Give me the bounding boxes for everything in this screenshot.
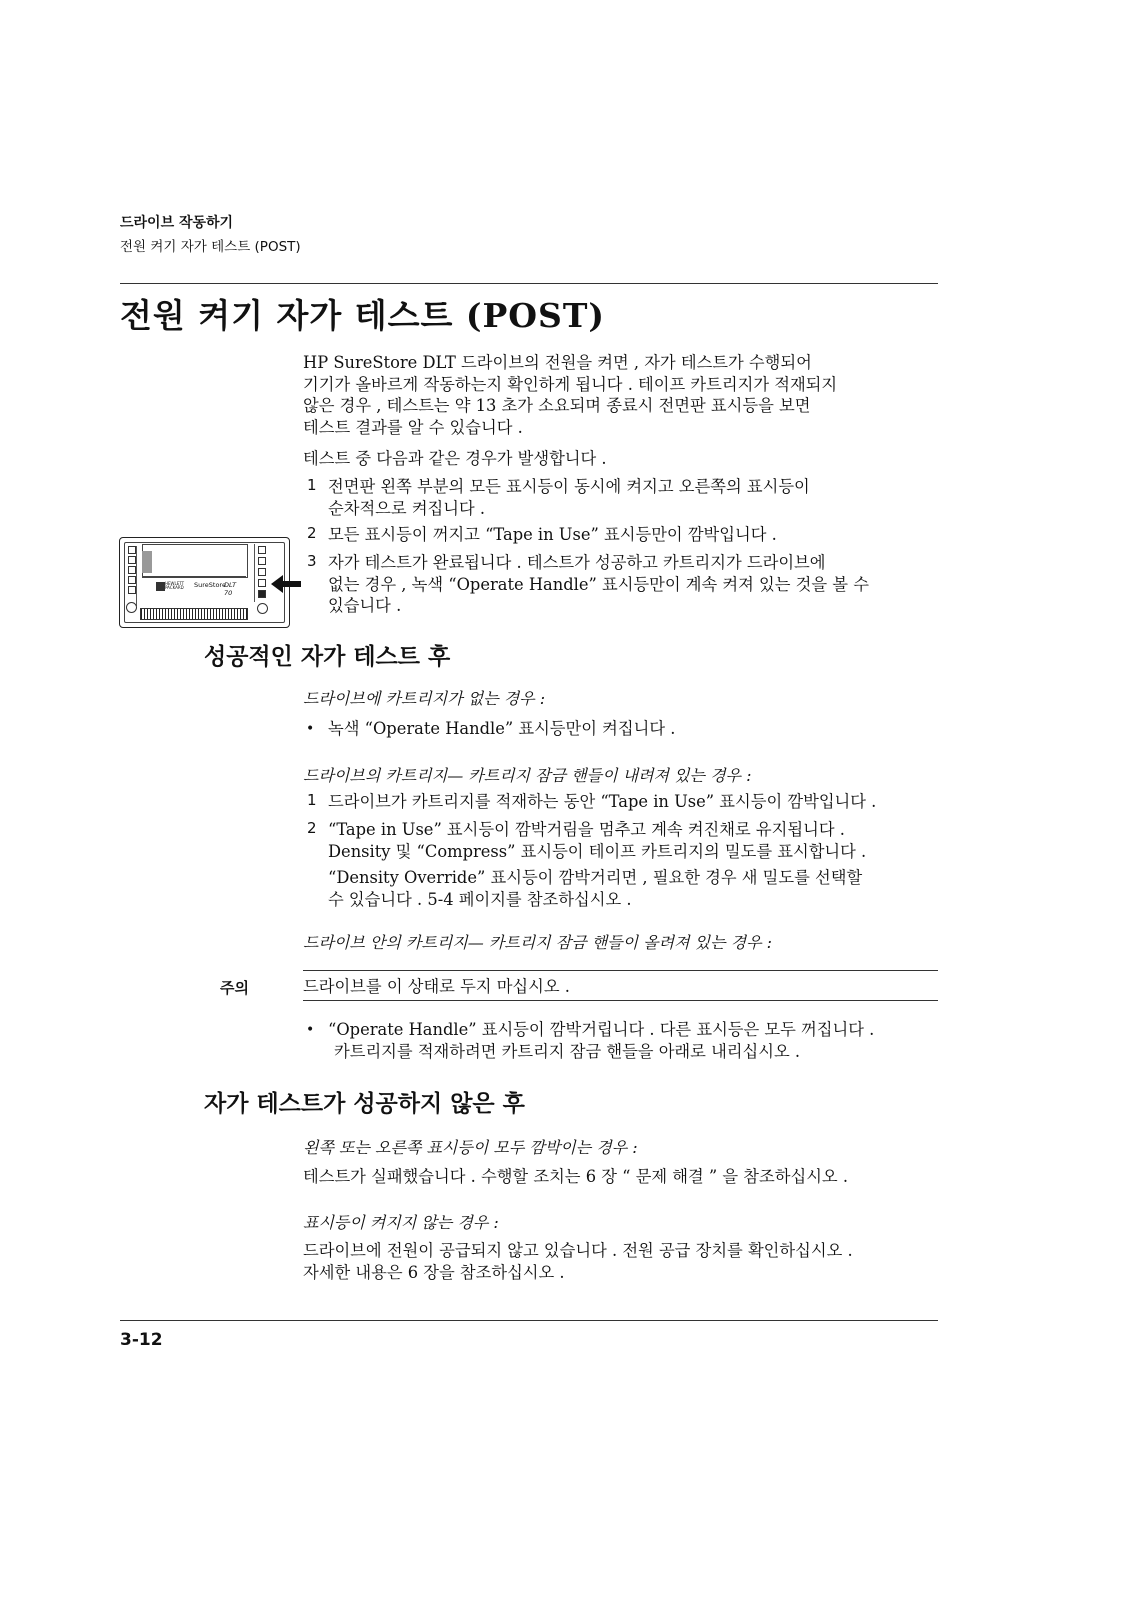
text-line: “Operate Handle” 표시등이 깜박거립니다 . 다른 표시등은 모두 꺼집니다 . bbox=[328, 1020, 875, 1039]
intro-line: 기기가 올바르게 작동하는지 확인하게 됩니다 . 테이프 카트리지가 적재되지 bbox=[303, 374, 838, 394]
page-number: 3-12 bbox=[120, 1330, 163, 1350]
step-number: 2 bbox=[307, 524, 317, 542]
step-number: 1 bbox=[307, 791, 317, 809]
step-line: 전면판 왼쪽 부분의 모든 표시등이 동시에 켜지고 오른쪽의 표시등이 bbox=[328, 477, 810, 496]
running-header-subsection: 전원 켜기 자가 테스트 (POST) bbox=[120, 239, 301, 255]
led-icon bbox=[128, 546, 136, 554]
cartridge-slot bbox=[142, 544, 248, 578]
vent-grille bbox=[140, 608, 248, 620]
case-title: 드라이브 안의 카트리지— 카트리지 잠금 핸들이 올려져 있는 경우 : bbox=[303, 933, 773, 952]
led-icon bbox=[128, 566, 136, 574]
text-line: 수 있습니다 . 5-4 페이지를 참조하십시오 . bbox=[328, 889, 632, 909]
caution-label: 주의 bbox=[220, 979, 249, 997]
running-header-section: 드라이브 작동하기 bbox=[120, 215, 234, 231]
step-2-text bbox=[328, 524, 777, 546]
left-arrow-icon bbox=[271, 573, 301, 595]
intro-line: 않은 경우 , 테스트는 약 13 초가 소요되며 종료시 전면판 표시등을 보면 bbox=[303, 396, 811, 416]
model-name: DLT 70 bbox=[224, 581, 237, 597]
text-line: “Density Override” 표시등이 깜박거리면 , 필요한 경우 새 밀도를 선택할 bbox=[328, 868, 863, 887]
step-line: 모든 표시등이 꺼지고 “Tape in Use” 표시등만이 깜박입니다 . bbox=[328, 525, 777, 544]
drive-front-panel-illustration bbox=[119, 537, 290, 628]
text-line: 자세한 내용은 6 장을 참조하십시오 . bbox=[303, 1262, 565, 1282]
bullet-text bbox=[328, 1019, 874, 1062]
note-top-rule bbox=[303, 970, 938, 971]
step-line: 순차적으로 켜집니다 . bbox=[328, 498, 486, 518]
failure-heading: 자가 테스트가 성공하지 않은 후 bbox=[204, 1090, 525, 1117]
bullet-text: 녹색 “Operate Handle” 표시등만이 켜집니다 . bbox=[328, 719, 676, 738]
intro-line: HP SureStore DLT 드라이브의 전원을 켜면 , 자가 테스트가 수행되어 bbox=[303, 353, 812, 372]
intro-paragraph bbox=[303, 352, 943, 438]
brand-bar bbox=[142, 576, 246, 595]
step-3-text bbox=[328, 552, 869, 617]
model-prefix: SureStore bbox=[194, 581, 226, 589]
during-test-text: 테스트 중 다음과 같은 경우가 발생합니다 . bbox=[303, 449, 607, 468]
step-number: 3 bbox=[307, 552, 317, 570]
step-number: 2 bbox=[307, 819, 317, 837]
case2-step-2-text bbox=[328, 819, 866, 862]
step-line: 없는 경우 , 녹색 “Operate Handle” 표시등만이 계속 켜져 있는 것을 볼 수 bbox=[328, 574, 869, 594]
slot-door-shading bbox=[142, 551, 152, 573]
left-led-column bbox=[128, 546, 137, 606]
bullet-icon: • bbox=[306, 721, 315, 737]
intro-line: 테스트 결과를 알 수 있습니다 . bbox=[303, 417, 523, 437]
text-line: 카트리지를 적재하려면 카트리지 잠금 핸들을 아래로 내리십시오 . bbox=[334, 1041, 801, 1061]
led-icon bbox=[128, 556, 136, 564]
success-heading: 성공적인 자가 테스트 후 bbox=[204, 643, 451, 670]
step-line: Density 및 “Compress” 표시등이 테이프 카트리지의 밀도를 표시합니다 . bbox=[328, 841, 867, 861]
step-line: 자가 테스트가 완료됩니다 . 테스트가 성공하고 카트리지가 드라이브에 bbox=[328, 553, 826, 572]
page-title: 전원 켜기 자가 테스트 (POST) bbox=[120, 296, 606, 335]
unload-button-icon bbox=[257, 603, 268, 614]
bullet-icon: • bbox=[306, 1022, 315, 1038]
density-override-text bbox=[328, 867, 862, 910]
led-icon bbox=[128, 586, 136, 594]
header-rule bbox=[120, 283, 938, 284]
led-icon bbox=[258, 546, 266, 554]
case-title: 드라이브에 카트리지가 없는 경우 : bbox=[303, 689, 546, 708]
brand-text: HEWLETT PACKARD bbox=[165, 581, 185, 590]
footer-rule bbox=[120, 1320, 938, 1321]
step-number: 1 bbox=[307, 476, 317, 494]
led-icon bbox=[258, 579, 266, 587]
step-line: 있습니다 . bbox=[328, 596, 402, 616]
led-icon bbox=[258, 557, 266, 565]
case-title: 표시등이 켜지지 않는 경우 : bbox=[303, 1213, 499, 1232]
hp-logo-icon bbox=[156, 582, 165, 591]
step-1-text bbox=[328, 476, 810, 519]
note-bottom-rule bbox=[303, 1000, 938, 1001]
case-title: 왼쪽 또는 오른쪽 표시등이 모두 깜박이는 경우 : bbox=[303, 1138, 638, 1157]
failure-text: 테스트가 실패했습니다 . 수행할 조치는 6 장 “ 문제 해결 ” 을 참조하십시오 . bbox=[303, 1167, 849, 1186]
led-icon bbox=[128, 576, 136, 584]
led-icon bbox=[258, 568, 266, 576]
text-line: 드라이브에 전원이 공급되지 않고 있습니다 . 전원 공급 장치를 확인하십시오 . bbox=[303, 1241, 853, 1260]
no-power-text bbox=[303, 1240, 853, 1283]
case-title: 드라이브의 카트리지— 카트리지 잠금 핸들이 내려져 있는 경우 : bbox=[303, 766, 752, 785]
step-line: 드라이브가 카트리지를 적재하는 동안 “Tape in Use” 표시등이 깜박입니다 . bbox=[328, 792, 877, 811]
case2-step-1-text bbox=[328, 791, 876, 813]
step-line: “Tape in Use” 표시등이 깜박거림을 멈추고 계속 켜진채로 유지됩니다 . bbox=[328, 820, 845, 839]
left-button-icon bbox=[126, 602, 137, 613]
operate-handle-led-icon bbox=[258, 590, 266, 598]
caution-text: 드라이브를 이 상태로 두지 마십시오 . bbox=[303, 977, 570, 996]
